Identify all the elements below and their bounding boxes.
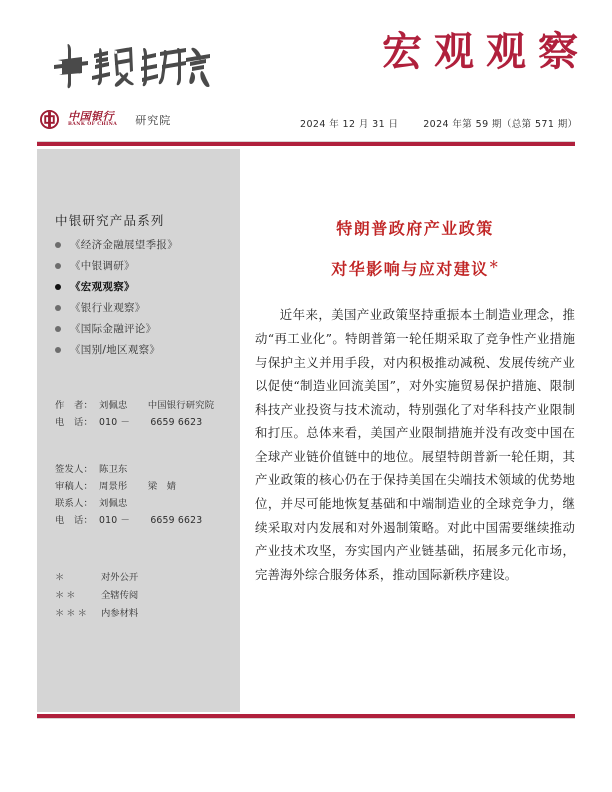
- reviewer-label: 审稿人：: [55, 481, 93, 492]
- contact-person-row: [55, 495, 235, 512]
- phone-number: 6659 6623: [150, 417, 203, 428]
- issuer-row: [55, 461, 235, 478]
- bank-name-en: BANK OF CHINA: [68, 122, 118, 128]
- author-block: [55, 397, 235, 431]
- contact-phone-number: 6659 6623: [150, 515, 203, 526]
- contact-phone-value: [99, 512, 202, 529]
- sidebar-item-banking-observation[interactable]: [55, 297, 230, 318]
- publication-date: 2024 年 12 月 31 日: [300, 119, 399, 130]
- phone-value: [99, 414, 202, 431]
- author-row: [55, 397, 235, 414]
- author-label: 作 者：: [55, 400, 93, 411]
- sidebar-item-economic-outlook[interactable]: [55, 234, 230, 255]
- bullet-icon: [55, 263, 61, 269]
- classification-label-public: 对外公开: [101, 572, 139, 583]
- institute-label: 研究院: [135, 113, 172, 127]
- phone-prefix: 010 －: [99, 417, 130, 428]
- classification-star-3: ＊＊＊: [55, 608, 89, 619]
- main-column: [255, 149, 575, 712]
- author-value: [99, 397, 214, 414]
- bank-of-china-emblem-icon: [40, 110, 59, 129]
- calligraphy-icon: [52, 34, 212, 92]
- bank-name-cn: 中国银行: [68, 109, 114, 123]
- series-item-label: 《国际金融评论》: [70, 323, 157, 335]
- article-title-line-1: 特朗普政府产业政策: [336, 219, 494, 238]
- issuer-name: 陈卫东: [99, 464, 128, 475]
- header-divider-rule: [37, 141, 575, 146]
- bank-of-china-logo-row: [40, 110, 171, 129]
- bank-name-block: [68, 111, 117, 128]
- sidebar-item-international-finance-review[interactable]: [55, 318, 230, 339]
- bullet-icon: [55, 326, 61, 332]
- sidebar-panel: [37, 149, 240, 712]
- series-item-label: 《银行业观察》: [70, 302, 146, 314]
- contact-block: [55, 461, 235, 529]
- series-item-label: 《中银调研》: [70, 260, 135, 272]
- series-heading: 中银研究产品系列: [55, 213, 165, 228]
- issue-line: [300, 116, 578, 130]
- reviewer-names: [99, 478, 176, 495]
- reviewer-name-1: 周景彤: [99, 481, 128, 492]
- series-item-label: 《宏观观察》: [70, 281, 135, 293]
- bullet-icon: [55, 347, 61, 353]
- contact-phone-prefix: 010 －: [99, 515, 130, 526]
- author-affiliation: 中国银行研究院: [147, 400, 215, 411]
- issuer-label: 签发人：: [55, 464, 93, 475]
- author-name: 刘佩忠: [99, 400, 128, 411]
- classification-label-restricted: 内参材料: [101, 608, 139, 619]
- article-title-line-2: [255, 261, 575, 277]
- reviewer-row: [55, 478, 235, 495]
- author-phone-row: [55, 414, 235, 431]
- brand-calligraphy-logo: [52, 34, 212, 92]
- classification-label-internal-circulation: 全辖传阅: [101, 590, 139, 601]
- article-title-line-2-text: 对华影响与应对建议: [331, 259, 489, 279]
- classification-legend: [55, 569, 235, 623]
- classification-star-1: ＊: [55, 572, 67, 583]
- bullet-icon: [55, 305, 61, 311]
- classification-star-2: ＊＊: [55, 590, 78, 601]
- bullet-icon: [55, 284, 61, 290]
- article-abstract: 近年来，美国产业政策坚持重振本土制造业理念，推动“再工业化”。特朗普第一轮任期采取了竞争性产业措施与保护主义并用手段，对内积极推动减税、发展传统产业以促使“制造业回流美国”，对外实施贸易保护措施、限制科技产业投资与技术流动，特别强化了对华科技产业限制和打压。总体来看，美国产业限制措施并没有改变中国在全球产业链价值链中的地位。展望特朗普新一轮任期，其产业政策的核心仍在于保持美国在尖端技术领域的优势地位，并尽可能地恢复基础和中端制造业的全球竞争力，继续采取对内发展和对外遏制策略。对此中国需要继续推动产业技术攻坚，夯实国内产业链基础，拓展多元化市场，完善海外综合服务体系，推动国际新秩序建设。: [255, 307, 575, 582]
- footer-divider-rule: [37, 714, 575, 719]
- contact-person-label: 联系人：: [55, 498, 93, 509]
- classification-row-restricted: [55, 605, 235, 623]
- journal-title: 宏观观察: [382, 28, 590, 75]
- issue-number: 2024 年第 59 期（总第 571 期）: [423, 119, 578, 130]
- contact-phone-row: [55, 512, 235, 529]
- sidebar-item-boc-research[interactable]: [55, 255, 230, 276]
- classification-row-internal-circulation: [55, 587, 235, 605]
- masthead: [0, 0, 612, 145]
- sidebar-item-macro-observation[interactable]: [55, 276, 230, 297]
- contact-person-name: 刘佩忠: [99, 498, 128, 509]
- sidebar-item-country-region-observation[interactable]: [55, 339, 230, 360]
- series-list: [55, 234, 230, 360]
- phone-label: 电 话：: [55, 417, 93, 428]
- classification-row-public: [55, 569, 235, 587]
- contact-phone-label: 电 话：: [55, 515, 93, 526]
- reviewer-name-2: 梁 婧: [147, 481, 177, 492]
- article-title-footnote-marker: ＊: [488, 260, 499, 271]
- series-item-label: 《经济金融展望季报》: [70, 239, 178, 251]
- bullet-icon: [55, 242, 61, 248]
- series-item-label: 《国别/地区观察》: [70, 344, 161, 356]
